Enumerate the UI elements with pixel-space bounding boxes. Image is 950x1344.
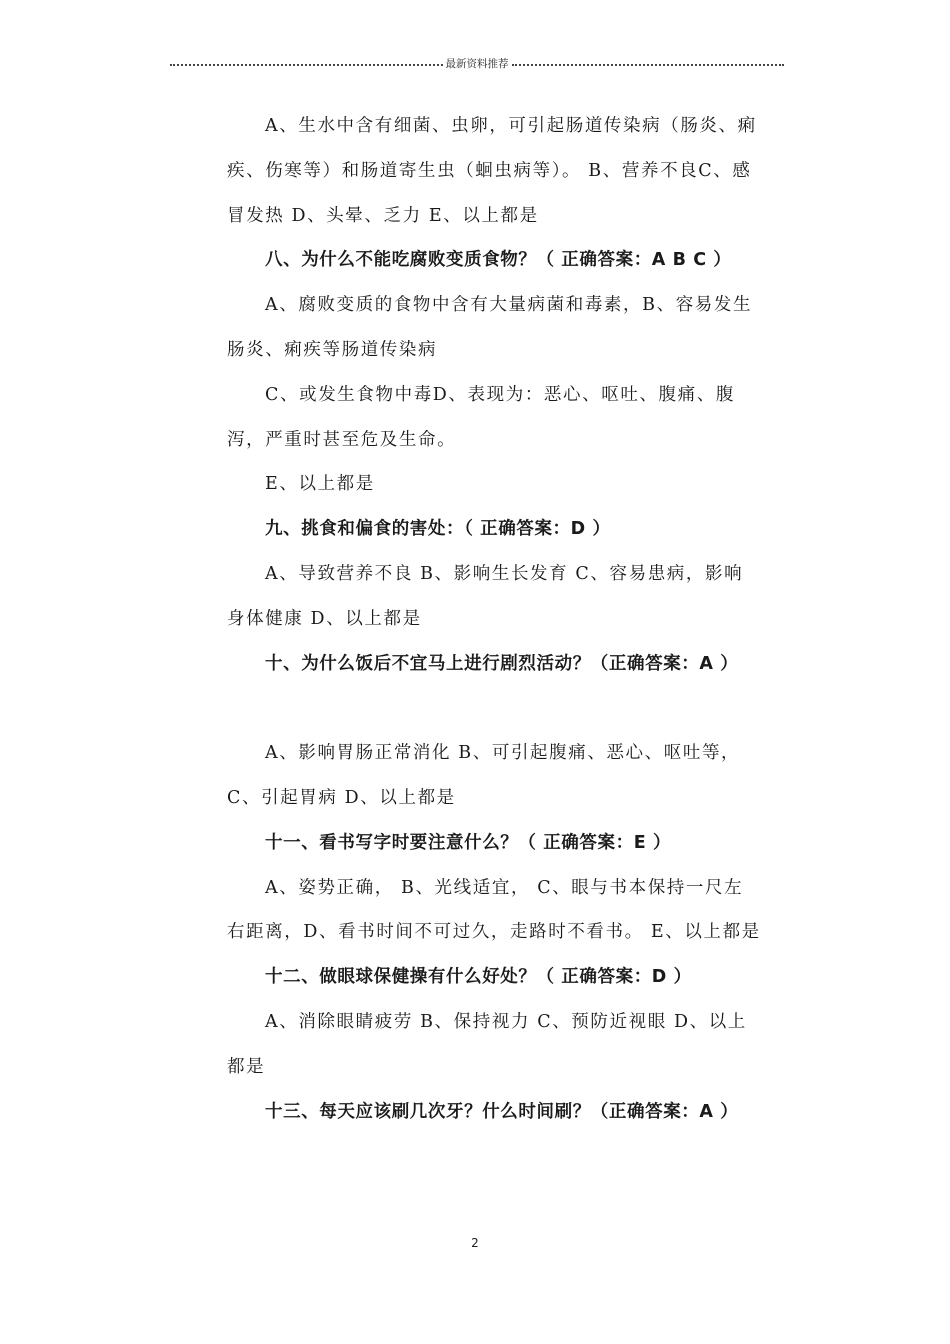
header-dotted-rule-left: [170, 64, 443, 66]
question-9: 九、挑食和偏食的害处：（ 正确答案：D ）: [265, 519, 611, 540]
question-10: 十、为什么饭后不宜马上进行剧烈活动？（正确答案：A ）: [265, 653, 739, 674]
answer-options-10: A、影响胃肠正常消化 B、可引起腹痛、恶心、呕吐等，C、引起胃病 D、以上都是: [227, 743, 741, 808]
answer-options-12: A、消除眼睛疲劳 B、保持视力 C、预防近视眼 D、以上都是: [227, 1011, 747, 1077]
question-12: 十二、做眼球保健操有什么好处？（ 正确答案：D ）: [265, 967, 692, 988]
page-number: 2: [471, 1236, 479, 1250]
document-body: [227, 104, 762, 1134]
answer-options-9: A、导致营养不良 B、影响生长发育 C、容易患病，影响身体健康 D、以上都是: [227, 563, 744, 629]
header-title: 最新资料推荐: [445, 58, 509, 70]
header-dotted-rule-right: [512, 64, 785, 66]
answer-options-7: A、生水中含有细菌、虫卵，可引起肠道传染病（肠炎、痢疾、伤寒等）和肠道寄生虫（蛔虫病等）。 B、营养不良C、感冒发热 D、头晕、乏力 E、以上都是: [227, 116, 757, 226]
page-header: [170, 56, 784, 71]
answer-options-8-part1: A、腐败变质的食物中含有大量病菌和毒素，B、容易发生肠炎、痢疾等肠道传染病: [227, 295, 753, 360]
question-13: 十三、每天应该刷几次牙？什么时间刷？（正确答案：A ）: [265, 1101, 739, 1122]
question-8: 八、为什么不能吃腐败变质食物？（ 正确答案：A B C ）: [265, 250, 732, 271]
answer-options-8-part3: E、以上都是: [265, 474, 375, 495]
answer-options-8-part2: C、或发生食物中毒D、表现为：恶心、呕吐、腹痛、腹泻，严重时甚至危及生命。: [227, 384, 735, 450]
blank-line: [227, 686, 762, 731]
answer-options-11: A、姿势正确， B、光线适宜， C、眼与书本保持一尺左右距离，D、看书时间不可过久，走路时不看书。 E、以上都是: [227, 877, 761, 943]
question-11: 十一、看书写字时要注意什么？（ 正确答案：E ）: [265, 832, 672, 853]
